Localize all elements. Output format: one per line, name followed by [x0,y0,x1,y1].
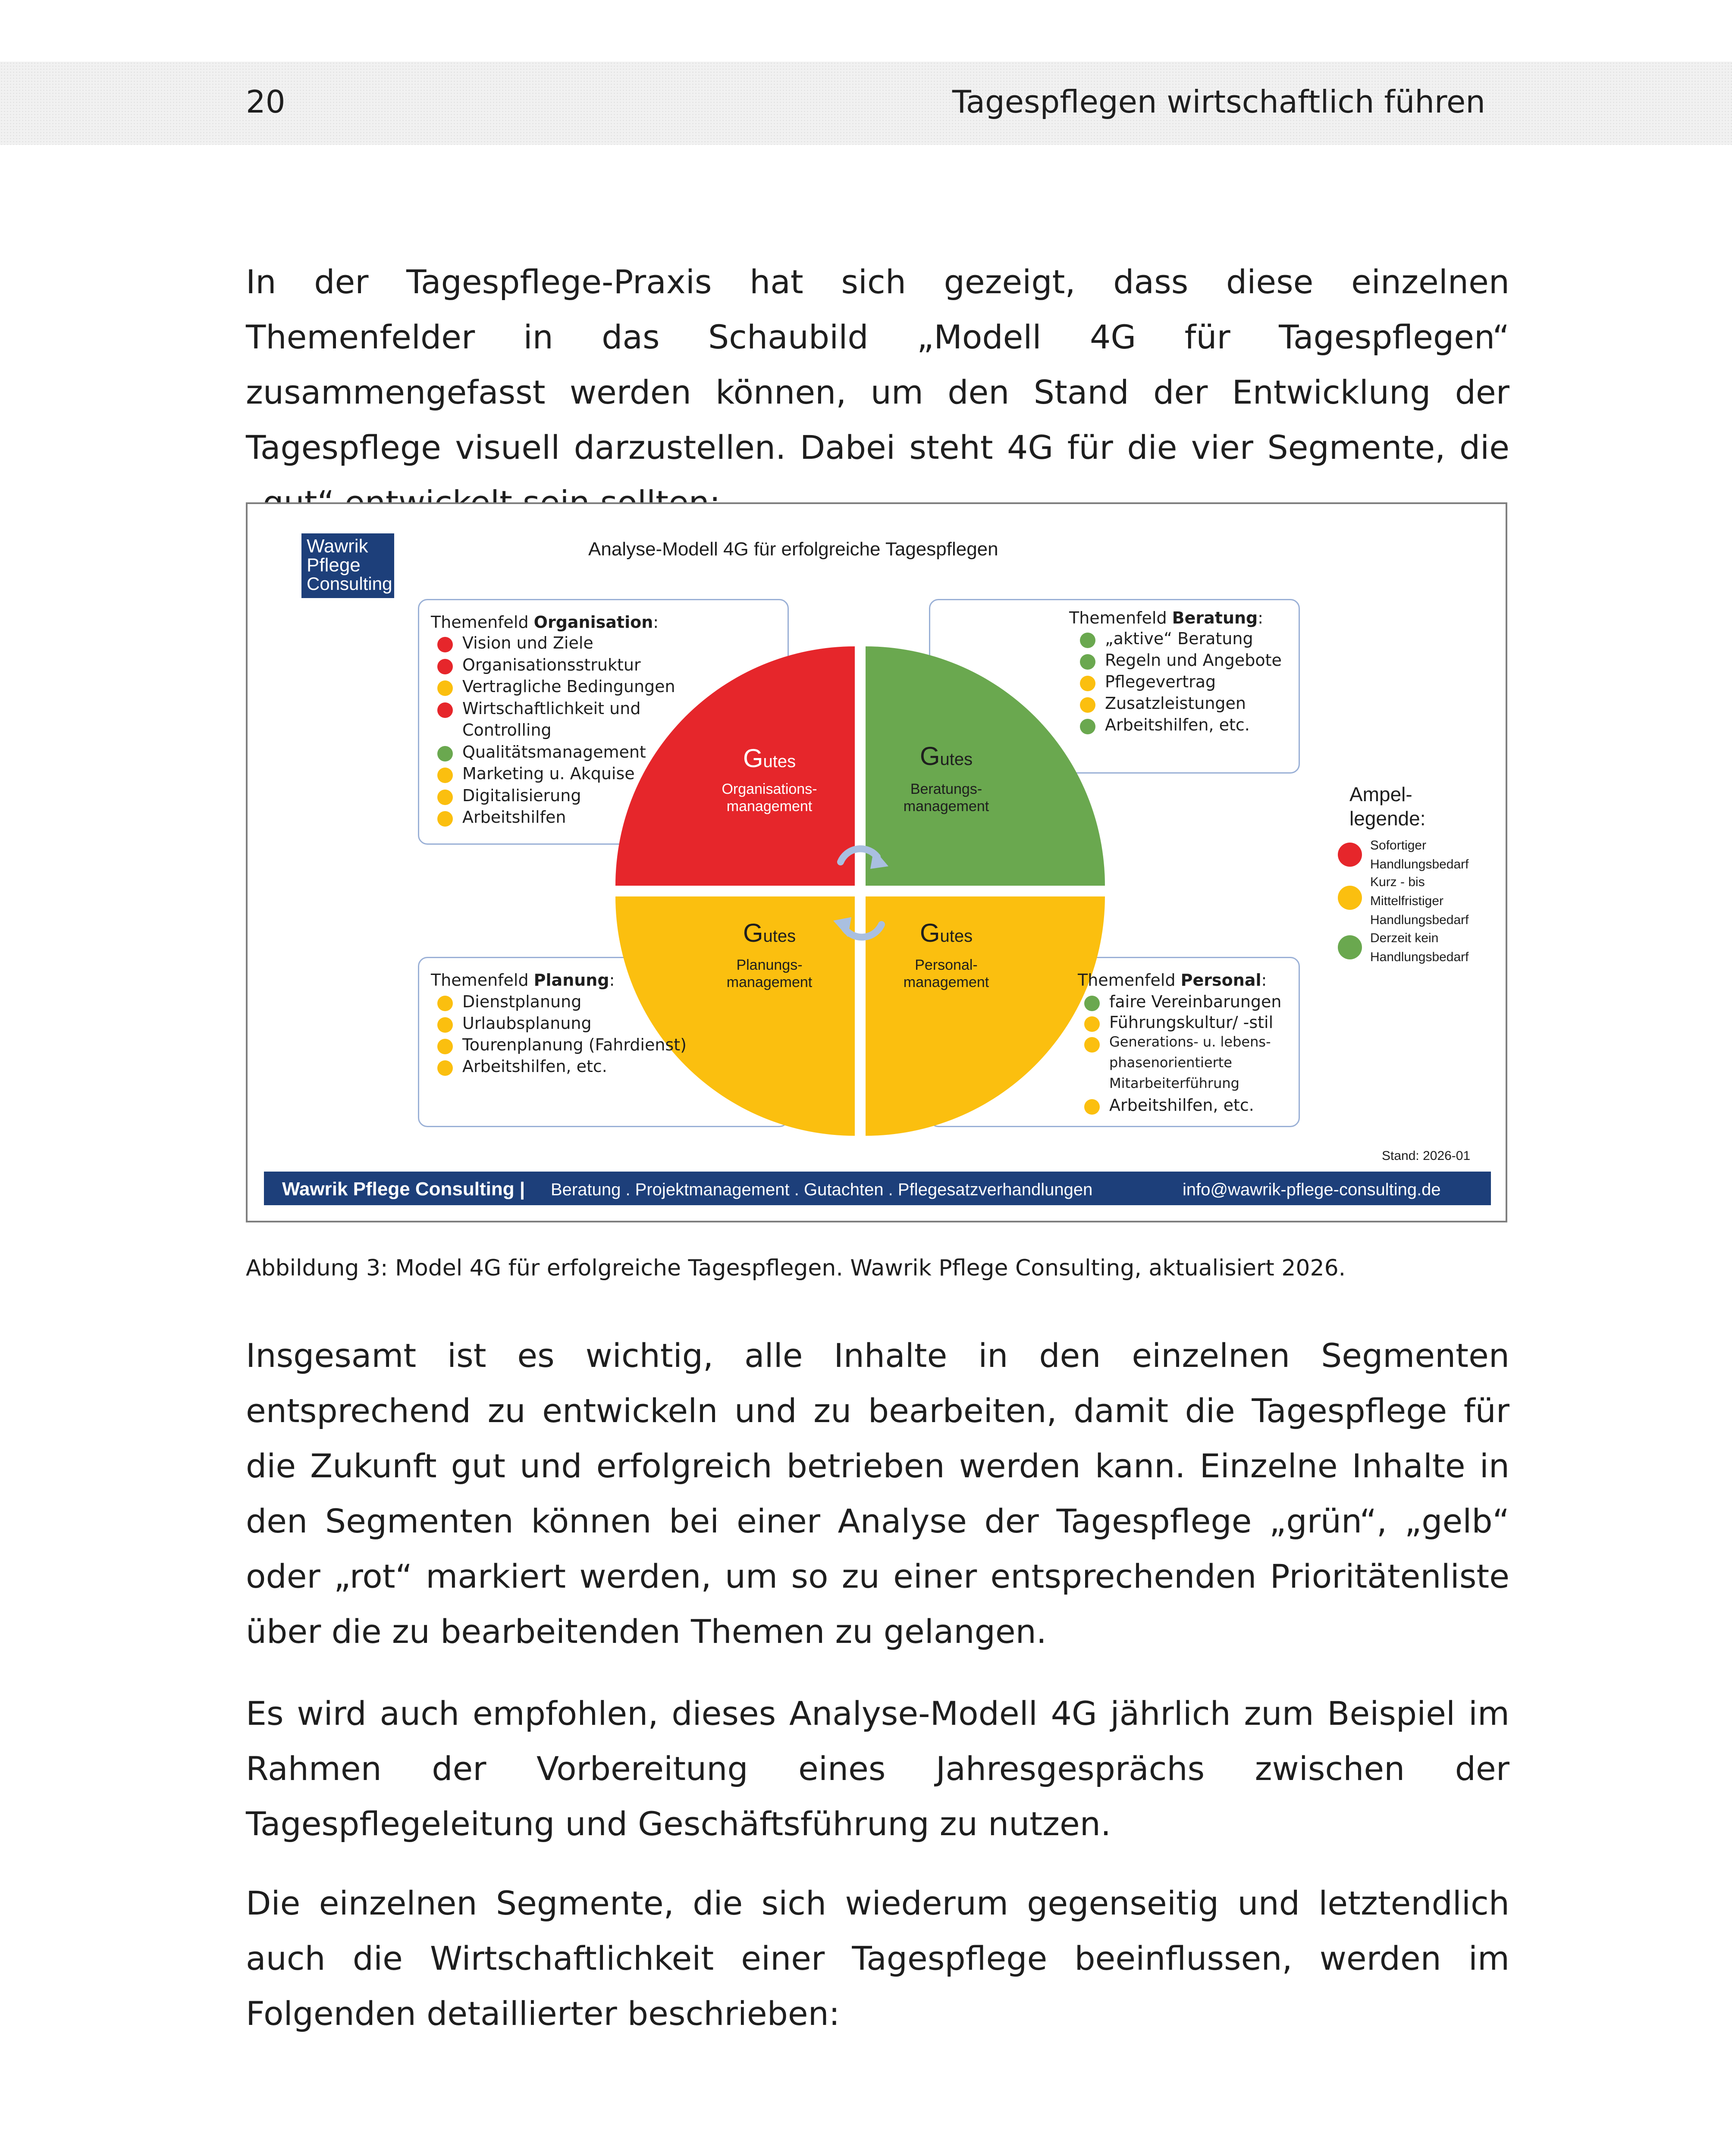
seg-org-line1: Organisations- [722,781,817,797]
paragraph-4: Die einzelnen Segmente, die sich wiederum gegenseitig und letztendlich auch die Wirtschaftlichkeit einer Tagespflege beeinflussen, werden im Folgenden detaillierter beschrieben: [246,1884,1509,2033]
organisation-item: Qualitätsmanagement [462,742,646,761]
beratung-status-dot [1080,719,1095,734]
beratung-status-dot [1080,697,1095,713]
beratung-item: Arbeitshilfen, etc. [1105,715,1250,734]
seg-plan-big: G [743,918,763,947]
page-number: 20 [246,84,286,120]
seg-ber-big: G [919,742,940,771]
footer-company: Wawrik Pflege Consulting | [282,1178,525,1200]
seg-pers-line1: Personal- [915,957,978,973]
paragraph-1: In der Tagespflege-Praxis hat sich gezeigt, dass diese einzelnen Themenfelder in das Schaubild „Modell 4G für Tagespflegen“ zusammengefasst werden können, um den Stand der Entwicklung der Tagespflege visuell darzustellen. Dabei steht 4G für die vier Segmente, die [246,263,1509,467]
logo-line-1: Wawrik [307,536,368,557]
segment-beratung-shape [866,646,1105,886]
organisation-status-dot [437,659,453,674]
panel-beratung-title: Themenfeld Beratung: [1069,608,1264,627]
planung-item: Tourenplanung (Fahrdienst) [462,1035,687,1054]
figure-4g-model [246,502,1507,1222]
planung-status-dot [437,996,453,1011]
personal-item: faire Vereinbarungen [1109,992,1282,1011]
planung-item: Urlaubsplanung [462,1014,592,1033]
personal-item: Führungskultur/ -stil [1109,1013,1274,1032]
organisation-item: Vertragliche Bedingungen [462,677,675,696]
planung-status-dot [437,1017,453,1033]
footer-bar [264,1172,1491,1205]
beratung-status-dot [1080,654,1095,670]
seg-plan-small: utes [763,927,796,946]
legend-yellow-text: Kurz - bis Mittelfristiger Handlungsbedarf [1370,875,1469,927]
legend-green-dot [1338,935,1362,959]
seg-org-big: G [743,744,763,773]
segment-planung-shape [615,896,855,1136]
logo-line-3: Consulting [307,573,392,594]
organisation-status-dot [437,811,453,827]
planung-item: Dienstplanung [462,992,582,1011]
personal-status-dot [1084,1037,1100,1053]
seg-org-line2: management [726,798,813,815]
seg-org-small: utes [763,752,796,771]
footer-email[interactable]: info@wawrik-pflege-consulting.de [1183,1180,1441,1199]
beratung-item: Pflegevertrag [1105,672,1216,691]
seg-plan-line2: management [726,974,813,990]
organisation-item: Marketing u. Akquise [462,764,635,783]
organisation-status-dot [437,790,453,805]
personal-item: Generations- u. lebens- [1109,1034,1271,1050]
beratung-item: Regeln und Angebote [1105,651,1282,670]
seg-ber-line2: management [903,798,989,815]
beratung-item: Zusatzleistungen [1105,694,1246,713]
organisation-status-dot [437,702,453,718]
personal-status-dot [1084,1016,1100,1032]
legend-yellow-dot [1338,886,1362,910]
planung-status-dot [437,1039,453,1054]
beratung-status-dot [1080,633,1095,648]
seg-plan-line1: Planungs- [736,957,803,973]
seg-pers-line2: management [903,974,989,990]
organisation-status-dot [437,746,453,761]
personal-item: Arbeitshilfen, etc. [1109,1096,1254,1115]
panel-organisation-title: Themenfeld Organisation: [431,613,659,632]
legend-red-dot [1338,843,1362,867]
beratung-status-dot [1080,676,1095,691]
organisation-status-dot [437,637,453,652]
personal-item: Mitarbeiterführung [1109,1075,1239,1091]
footer-services: Beratung . Projektmanagement . Gutachten . Pflegesatzverhandlungen [551,1180,1093,1199]
organisation-status-dot [437,680,453,696]
quadrant-diagram [248,504,1507,1222]
seg-ber-small: utes [940,750,973,769]
planung-item: Arbeitshilfen, etc. [462,1057,607,1076]
organisation-item: Digitalisierung [462,786,581,805]
legend-title: Ampel- legende: [1349,783,1426,830]
figure-title: Analyse-Modell 4G für erfolgreiche Tagespflegen [588,539,998,560]
segment-personal-shape [866,896,1105,1136]
stand-date: Stand: 2026-01 [1382,1149,1471,1163]
organisation-item: Organisationsstruktur [462,655,641,674]
personal-item: phasenorientierte [1109,1054,1232,1071]
planung-status-dot [437,1060,453,1076]
personal-status-dot [1084,996,1100,1011]
seg-pers-big: G [919,918,940,947]
organisation-item: Controlling [462,721,552,740]
panel-planung-title: Themenfeld Planung: [431,971,615,990]
panel-personal-title: Themenfeld Personal: [1078,971,1267,990]
organisation-item: Wirtschaftlichkeit und [462,699,641,718]
figure-caption: Abbildung 3: Model 4G für erfolgreiche Tagespflegen. Wawrik Pflege Consulting, aktualisiert 2026. [246,1255,1346,1281]
legend-red-text: Sofortiger Handlungsbedarf [1370,838,1469,871]
organisation-item: Arbeitshilfen [462,808,566,827]
organisation-status-dot [437,768,453,783]
running-title: Tagespflegen wirtschaftlich führen [952,84,1485,120]
beratung-item: „aktive“ Beratung [1105,629,1253,648]
seg-pers-small: utes [940,927,973,946]
paragraph-3: Es wird auch empfohlen, dieses Analyse-Modell 4G jährlich zum Beispiel im Rahmen der Vorbereitung eines Jahresgesprächs zwischen der Tagespflegeleitung und Geschäftsführung zu nutzen. [246,1694,1509,1843]
seg-ber-line1: Beratungs- [910,781,982,797]
organisation-item: Vision und Ziele [462,633,593,652]
legend-green-text: Derzeit kein Handlungsbedarf [1370,931,1469,964]
paragraph-2: Insgesamt ist es wichtig, alle Inhalte in den einzelnen Segmenten entsprechend zu entwickeln und zu bearbeiten, damit die Tagespflege für die Zukunft gut und erfolgreich betrieben werden kann. Einzelne Inhalte in den Segmenten können bei einer Analyse der Tagespflege „grün“, „gelb“ oder „rot“ markiert werden, um so zu einer entsprechenden Prioritätenliste über die zu bearbeitenden Themen zu gelangen. [246,1336,1509,1651]
logo-line-2: Pflege [307,555,361,576]
personal-status-dot [1084,1099,1100,1115]
